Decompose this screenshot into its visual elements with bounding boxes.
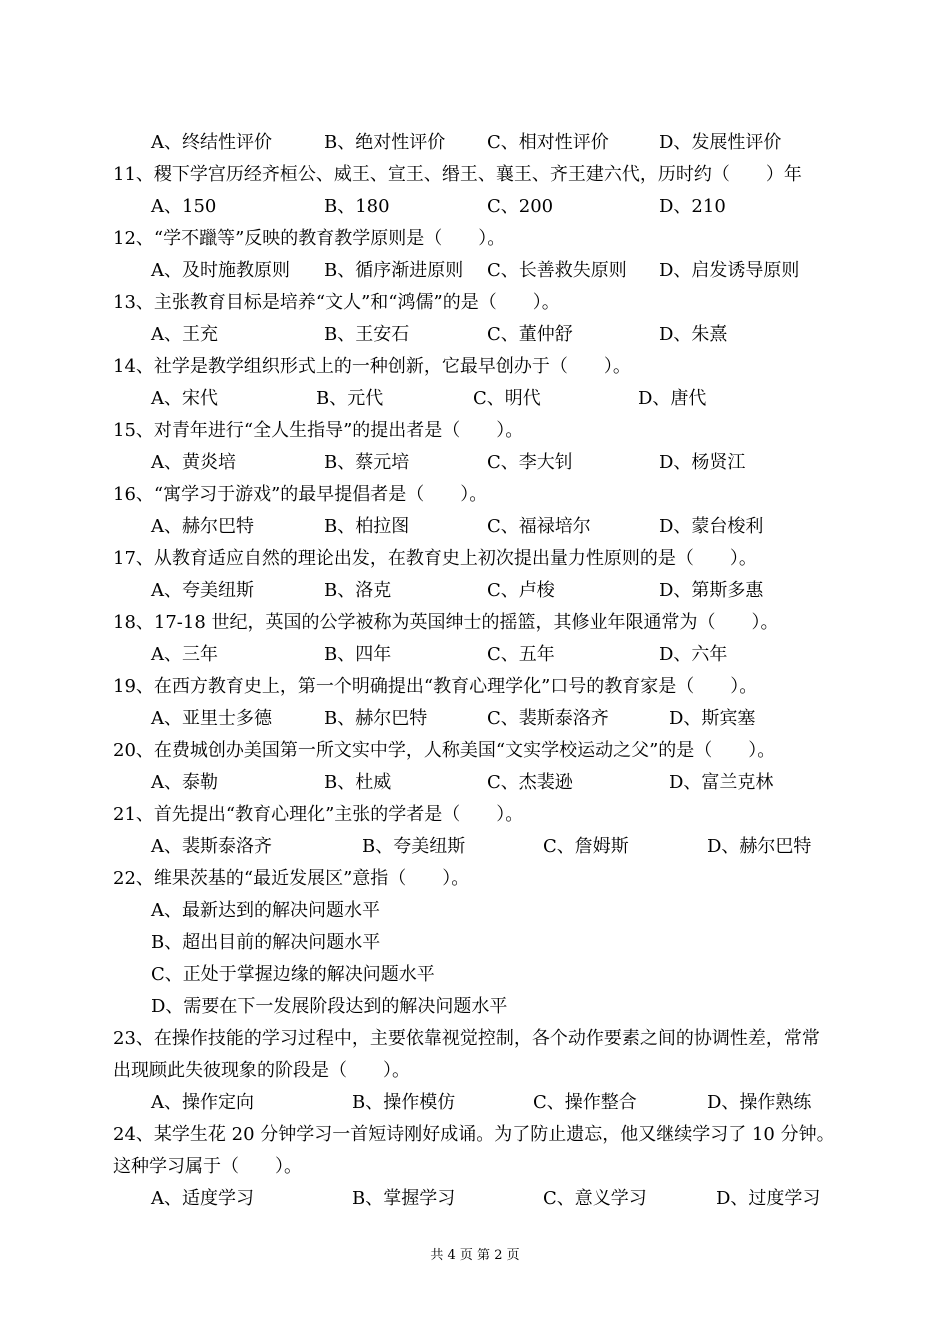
question-23: 23、在操作技能的学习过程中，主要依靠视觉控制，各个动作要素之间的协调性差，常常 xyxy=(113,1028,820,1049)
q24-option-d: D、过度学习 xyxy=(716,1188,821,1209)
q15-option-d: D、杨贤江 xyxy=(659,452,746,473)
q23-option-d: D、操作熟练 xyxy=(707,1092,812,1113)
q18-option-c: C、五年 xyxy=(487,644,555,665)
q16-option-b: B、柏拉图 xyxy=(324,516,410,537)
q14-option-d: D、唐代 xyxy=(638,388,707,409)
q14-option-a: A、宋代 xyxy=(151,388,218,409)
q22-option-d: D、需要在下一发展阶段达到的解决问题水平 xyxy=(151,996,508,1017)
q13-option-a: A、王充 xyxy=(151,324,218,345)
q20-option-c: C、杰裴逊 xyxy=(487,772,573,793)
question-20: 20、在费城创办美国第一所文实中学，人称美国“文实学校运动之父”的是（ ）。 xyxy=(113,740,776,761)
q15-option-b: B、蔡元培 xyxy=(324,452,410,473)
option-d: D、发展性评价 xyxy=(659,132,782,153)
question-15: 15、对青年进行“全人生指导”的提出者是（ ）。 xyxy=(113,420,524,441)
question-23-continued: 出现顾此失彼现象的阶段是（ ）。 xyxy=(113,1060,410,1081)
q14-option-c: C、明代 xyxy=(473,388,541,409)
question-11: 11、稷下学宫历经齐桓公、威王、宣王、缗王、襄王、齐王建六代，历时约（ ）年 xyxy=(113,164,802,185)
option-a: A、终结性评价 xyxy=(151,132,272,153)
q21-option-c: C、詹姆斯 xyxy=(543,836,629,857)
q23-option-b: B、操作模仿 xyxy=(352,1092,456,1113)
q24-option-c: C、意义学习 xyxy=(543,1188,647,1209)
q20-option-b: B、杜威 xyxy=(324,772,392,793)
q23-option-a: A、操作定向 xyxy=(151,1092,254,1113)
q11-option-b: B、180 xyxy=(324,196,390,217)
q24-option-b: B、掌握学习 xyxy=(352,1188,456,1209)
q12-option-d: D、启发诱导原则 xyxy=(659,260,800,281)
q12-option-c: C、长善救失原则 xyxy=(487,260,627,281)
q15-option-a: A、黄炎培 xyxy=(151,452,236,473)
q11-option-d: D、210 xyxy=(659,196,726,217)
question-17: 17、从教育适应自然的理论出发，在教育史上初次提出量力性原则的是（ ）。 xyxy=(113,548,757,569)
q19-option-a: A、亚里士多德 xyxy=(151,708,272,729)
question-19: 19、在西方教育史上，第一个明确提出“教育心理学化”口号的教育家是（ ）。 xyxy=(113,676,758,697)
q19-option-c: C、裴斯泰洛齐 xyxy=(487,708,609,729)
q19-option-b: B、赫尔巴特 xyxy=(324,708,428,729)
q21-option-d: D、赫尔巴特 xyxy=(707,836,812,857)
q11-option-a: A、150 xyxy=(151,196,217,217)
option-b: B、绝对性评价 xyxy=(324,132,446,153)
q23-option-c: C、操作整合 xyxy=(533,1092,637,1113)
q22-option-b: B、超出目前的解决问题水平 xyxy=(151,932,381,953)
q19-option-d: D、斯宾塞 xyxy=(669,708,756,729)
q17-option-c: C、卢梭 xyxy=(487,580,555,601)
q17-option-d: D、第斯多惠 xyxy=(659,580,764,601)
question-18: 18、17-18 世纪，英国的公学被称为英国绅士的摇篮，其修业年限通常为（ ）。 xyxy=(113,612,779,633)
q18-option-a: A、三年 xyxy=(151,644,218,665)
question-13: 13、主张教育目标是培养“文人”和“鸿儒”的是（ ）。 xyxy=(113,292,560,313)
q12-option-b: B、循序渐进原则 xyxy=(324,260,464,281)
q18-option-b: B、四年 xyxy=(324,644,392,665)
question-22: 22、维果茨基的“最近发展区”意指（ ）。 xyxy=(113,868,470,889)
q22-option-a: A、最新达到的解决问题水平 xyxy=(151,900,380,921)
question-24: 24、某学生花 20 分钟学习一首短诗刚好成诵。为了防止遗忘，他又继续学习了 10 分钟。 xyxy=(113,1124,835,1145)
q24-option-a: A、适度学习 xyxy=(151,1188,254,1209)
page-footer: 共 4 页 第 2 页 xyxy=(430,1248,520,1263)
q21-option-a: A、裴斯泰洛齐 xyxy=(151,836,272,857)
q15-option-c: C、李大钊 xyxy=(487,452,573,473)
q17-option-a: A、夸美纽斯 xyxy=(151,580,254,601)
q13-option-d: D、朱熹 xyxy=(659,324,728,345)
question-21: 21、首先提出“教育心理化”主张的学者是（ ）。 xyxy=(113,804,524,825)
q12-option-a: A、及时施教原则 xyxy=(151,260,290,281)
q22-option-c: C、正处于掌握边缘的解决问题水平 xyxy=(151,964,435,985)
q17-option-b: B、洛克 xyxy=(324,580,392,601)
question-24-continued: 这种学习属于（ ）。 xyxy=(113,1156,302,1177)
q13-option-c: C、董仲舒 xyxy=(487,324,573,345)
q16-option-a: A、赫尔巴特 xyxy=(151,516,254,537)
q13-option-b: B、王安石 xyxy=(324,324,410,345)
option-c: C、相对性评价 xyxy=(487,132,609,153)
q16-option-c: C、福禄培尔 xyxy=(487,516,591,537)
q18-option-d: D、六年 xyxy=(659,644,728,665)
q14-option-b: B、元代 xyxy=(316,388,384,409)
q20-option-d: D、富兰克林 xyxy=(669,772,774,793)
question-12: 12、“学不躐等”反映的教育教学原则是（ ）。 xyxy=(113,228,506,249)
q20-option-a: A、泰勒 xyxy=(151,772,218,793)
q16-option-d: D、蒙台梭利 xyxy=(659,516,764,537)
q11-option-c: C、200 xyxy=(487,196,554,217)
q21-option-b: B、夸美纽斯 xyxy=(362,836,466,857)
question-16: 16、“寓学习于游戏”的最早提倡者是（ ）。 xyxy=(113,484,488,505)
question-14: 14、社学是教学组织形式上的一种创新，它最早创办于（ ）。 xyxy=(113,356,631,377)
